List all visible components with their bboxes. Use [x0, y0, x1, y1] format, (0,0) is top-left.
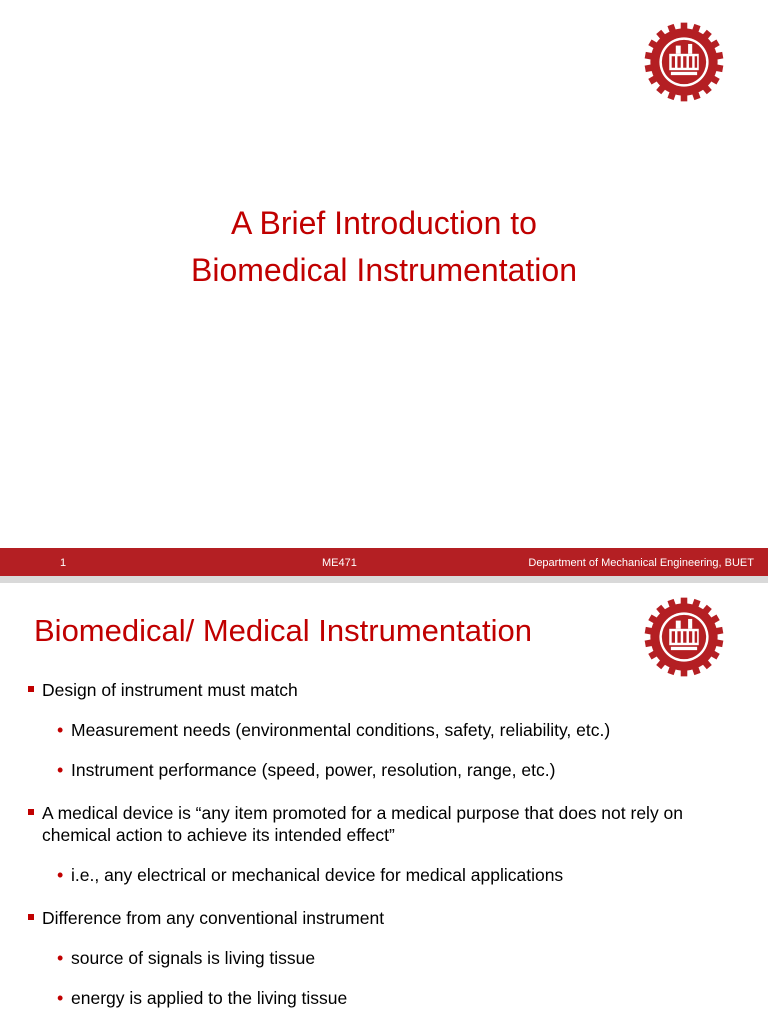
bullet-text: A medical device is “any item promoted for a medical purpose that does not rely on chemical action to achieve its intended effect”	[42, 803, 684, 845]
slide-2	[0, 583, 768, 1024]
sub-bullet-item	[0, 987, 768, 1009]
slide-2-title: Biomedical/ Medical Instrumentation	[34, 613, 532, 648]
buet-logo	[643, 21, 725, 103]
department-name: Department of Mechanical Engineering, BUET	[528, 557, 754, 569]
bullet-item	[0, 802, 752, 846]
slide-separator	[0, 576, 768, 583]
sub-bullet-text: Measurement needs (environmental conditions, safety, reliability, etc.)	[71, 720, 611, 740]
square-bullet-icon	[28, 686, 34, 692]
square-bullet-icon	[28, 914, 34, 920]
course-code: ME471	[322, 557, 357, 569]
sub-bullet-text: i.e., any electrical or mechanical device for medical applications	[71, 865, 564, 885]
sub-bullet-item	[0, 759, 768, 781]
sub-bullet-text: source of signals is living tissue	[71, 948, 316, 968]
bullet-list	[0, 679, 768, 1009]
page-number: 1	[60, 557, 67, 569]
sub-bullet-text: Instrument performance (speed, power, resolution, range, etc.)	[71, 760, 556, 780]
bullet-item	[0, 679, 752, 701]
buet-logo	[643, 596, 725, 678]
sub-bullet-item	[0, 864, 768, 886]
dot-bullet-icon: •	[57, 988, 64, 1008]
square-bullet-icon	[28, 809, 34, 815]
sub-bullet-item	[0, 719, 768, 741]
sub-bullet-item	[0, 947, 768, 969]
bullet-text: Design of instrument must match	[42, 680, 298, 700]
bullet-item	[0, 907, 752, 929]
dot-bullet-icon: •	[57, 865, 64, 885]
slide-1-title	[0, 200, 768, 294]
title-line-1: A Brief Introduction to	[231, 205, 537, 241]
dot-bullet-icon: •	[57, 720, 64, 740]
dot-bullet-icon: •	[57, 760, 64, 780]
slide-footer	[0, 548, 768, 576]
bullet-text: Difference from any conventional instrument	[42, 908, 385, 928]
dot-bullet-icon: •	[57, 948, 64, 968]
title-line-2: Biomedical Instrumentation	[191, 252, 577, 288]
sub-bullet-text: energy is applied to the living tissue	[71, 988, 348, 1008]
